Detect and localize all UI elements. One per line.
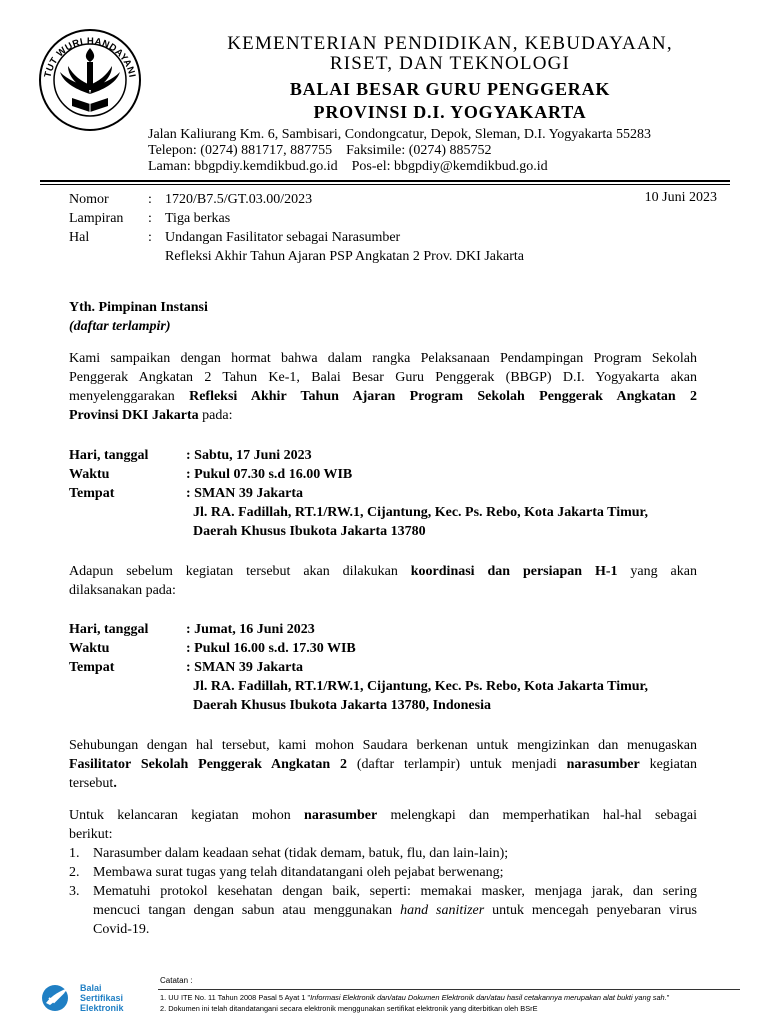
- lampiran-value: Tiga berkas: [165, 211, 231, 226]
- para1-line2: Penggerak Angkatan 2 Tahun Ke-1, Balai Besar Guru Penggerak (BBGP) D.I. Yogyakarta akan: [69, 370, 697, 385]
- event2-time-value: : Pukul 16.00 s.d. 17.30 WIB: [186, 641, 356, 656]
- coordination-bold: koordinasi dan persiapan H-1: [410, 564, 618, 579]
- para3-line2: [69, 755, 697, 774]
- list-number-2: 2.: [69, 865, 80, 880]
- bsre-label-2: Sertifikasi: [80, 993, 124, 1003]
- footnote-1: [160, 993, 669, 1003]
- para2-line1: [69, 562, 697, 581]
- lampiran-colon: :: [148, 211, 152, 226]
- narasumber-bold: narasumber: [566, 757, 640, 772]
- para3-period: .: [113, 776, 117, 791]
- list-item-3-line2: [93, 901, 697, 920]
- hal-label: Hal: [69, 230, 90, 245]
- event-title-bold: Refleksi Akhir Tahun Ajaran Program Sekolah Penggerak Angkatan 2: [189, 389, 697, 404]
- bsre-label-1: Balai: [80, 983, 102, 993]
- letterhead-rule-thick: [40, 180, 730, 182]
- event-province-bold: Provinsi DKI Jakarta: [69, 408, 199, 423]
- event2-address-line2: Daerah Khusus Ibukota Jakarta 13780, Indonesia: [193, 698, 491, 713]
- footnote-1-quote: Informasi Elektronik dan/atau Dokumen Elektronik dan/atau hasil cetakannya merupakan alat bukti yang sah.: [310, 993, 667, 1002]
- org-contact-phone-fax: [148, 143, 492, 159]
- list-item-3-text-end: untuk mencegah penyebaran virus: [484, 903, 697, 918]
- bsre-label-3: Elektronik: [80, 1003, 124, 1013]
- lampiran-label: Lampiran: [69, 211, 124, 226]
- para2-text-end: yang akan: [617, 564, 697, 579]
- para3-line3: [69, 774, 697, 793]
- org-ministry-line2: RISET, DAN TEKNOLOGI: [329, 53, 571, 74]
- svg-text:TUT WURI HANDAYANI: TUT WURI HANDAYANI: [42, 35, 138, 79]
- org-fax: Faksimile: (0274) 885752: [346, 143, 492, 158]
- org-website: Laman: bbgpdiy.kemdikbud.go.id: [148, 159, 338, 174]
- event2-day-value: : Jumat, 16 Juni 2023: [186, 622, 315, 637]
- para3-tersebut: tersebut: [69, 776, 114, 791]
- para3-line1: Sehubungan dengan hal tersebut, kami mohon Saudara berkenan untuk mengizinkan dan menugaskan: [69, 738, 697, 753]
- event1-day-label: Hari, tanggal: [69, 448, 149, 463]
- event1-time-label: Waktu: [69, 467, 110, 482]
- org-email: Pos-el: bbgpdiy@kemdikbud.go.id: [351, 159, 548, 174]
- para2-text: Adapun sebelum kegiatan tersebut akan dilakukan: [69, 564, 411, 579]
- event2-place-value: : SMAN 39 Jakarta: [186, 660, 304, 675]
- para1-line3: [69, 387, 697, 406]
- nomor-value: 1720/B7.5/GT.03.00/2023: [165, 192, 313, 207]
- narasumber-bold-2: narasumber: [304, 808, 378, 823]
- recipient-title: Yth. Pimpinan Instansi: [69, 300, 208, 315]
- event2-time-label: Waktu: [69, 641, 110, 656]
- event2-place-label: Tempat: [69, 660, 115, 675]
- para1-text-end: pada:: [198, 408, 233, 423]
- list-number-1: 1.: [69, 846, 80, 861]
- org-ministry-line1: KEMENTERIAN PENDIDIKAN, KEBUDAYAAN,: [227, 33, 673, 54]
- hal-value-line1: Undangan Fasilitator sebagai Narasumber: [165, 230, 401, 245]
- letter-date: 10 Juni 2023: [644, 190, 717, 205]
- org-phone: Telepon: (0274) 881717, 887755: [148, 143, 333, 158]
- list-item-3-line1: Mematuhi protokol kesehatan dengan baik, seperti: memakai masker, menjaga jarak, dan sering: [93, 884, 697, 899]
- hal-value-line2: Refleksi Akhir Tahun Ajaran PSP Angkatan 2 Prov. DKI Jakarta: [165, 249, 524, 264]
- org-unit-name: BALAI BESAR GURU PENGGERAK: [289, 79, 611, 99]
- para3-text-end: kegiatan: [639, 757, 698, 772]
- footnote-rule: [158, 989, 740, 990]
- recipient-note: (daftar terlampir): [69, 319, 171, 334]
- hand-sanitizer-italic: hand sanitizer: [400, 903, 485, 918]
- org-province: PROVINSI D.I. YOGYAKARTA: [313, 102, 587, 122]
- footnote-2: 2. Dokumen ini telah ditandatangani secara elektronik menggunakan sertifikat elektronik yang diterbitkan oleh BSrE: [160, 1004, 538, 1013]
- footnote-1-end: ": [666, 993, 670, 1002]
- list-number-3: 3.: [69, 884, 80, 899]
- para1-line4: [69, 406, 697, 425]
- list-item-2: Membawa surat tugas yang telah ditandatangani oleh pejabat berwenang;: [93, 865, 504, 880]
- event1-address-line1: Jl. RA. Fadillah, RT.1/RW.1, Cijantung, Kec. Ps. Rebo, Kota Jakarta Timur,: [193, 505, 648, 520]
- facilitator-bold: Fasilitator Sekolah Penggerak Angkatan 2: [69, 757, 347, 772]
- para4-line1: [69, 806, 697, 825]
- footnote-1-law: 1. UU ITE No. 11 Tahun 2008 Pasal 5 Ayat 1 ": [160, 993, 311, 1002]
- event1-day-value: : Sabtu, 17 Juni 2023: [186, 448, 312, 463]
- footnote-heading: Catatan :: [160, 976, 193, 985]
- event1-address-line2: Daerah Khusus Ibukota Jakarta 13780: [193, 524, 426, 539]
- hal-colon: :: [148, 230, 152, 245]
- list-item-1: Narasumber dalam keadaan sehat (tidak demam, batuk, flu, dan lain-lain);: [93, 846, 509, 861]
- para4-text-end: melengkapi dan memperhatikan hal-hal sebagai: [377, 808, 698, 823]
- list-item-3-text: mencuci tangan dengan sabun atau menggunakan: [93, 903, 401, 918]
- tut-wuri-handayani-logo: [38, 28, 142, 132]
- nomor-label: Nomor: [69, 192, 109, 207]
- event2-address-line1: Jl. RA. Fadillah, RT.1/RW.1, Cijantung, Kec. Ps. Rebo, Kota Jakarta Timur,: [193, 679, 648, 694]
- nomor-colon: :: [148, 192, 152, 207]
- para4-text: Untuk kelancaran kegiatan mohon: [69, 808, 305, 823]
- org-address: Jalan Kaliurang Km. 6, Sambisari, Condongcatur, Depok, Sleman, D.I. Yogyakarta 55283: [148, 127, 651, 142]
- event1-time-value: : Pukul 07.30 s.d 16.00 WIB: [186, 467, 353, 482]
- para1-line1: Kami sampaikan dengan hormat bahwa dalam rangka Pelaksanaan Pendampingan Program Sekolah: [69, 351, 697, 366]
- para4-line2: berikut:: [69, 827, 113, 842]
- event2-day-label: Hari, tanggal: [69, 622, 149, 637]
- org-contact-web-email: [148, 159, 548, 175]
- event1-place-value: : SMAN 39 Jakarta: [186, 486, 304, 501]
- para1-text: menyelenggarakan: [69, 389, 190, 404]
- bsre-logo-icon: [40, 983, 74, 1013]
- list-item-3-line3: Covid-19.: [93, 922, 150, 937]
- event1-place-label: Tempat: [69, 486, 115, 501]
- letterhead-rule-thin: [40, 184, 730, 185]
- para3-text: (daftar terlampir) untuk menjadi: [347, 757, 567, 772]
- para2-line2: dilaksanakan pada:: [69, 583, 176, 598]
